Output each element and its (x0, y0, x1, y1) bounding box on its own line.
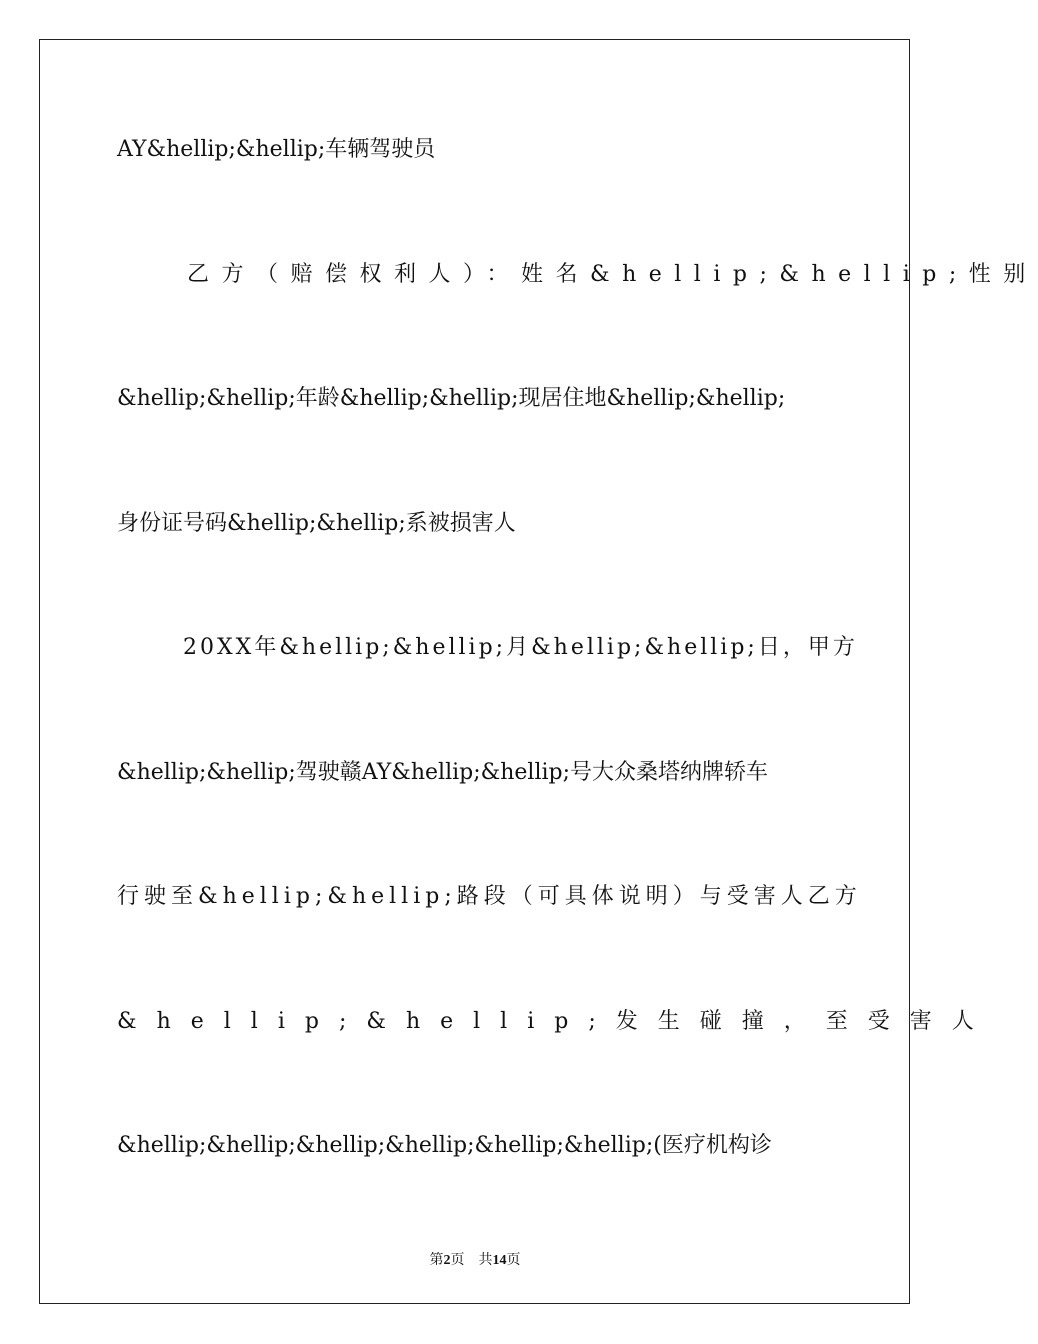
text-line-2 (187, 262, 1038, 287)
text-line-5 (183, 635, 858, 660)
page-footer (0, 1249, 950, 1269)
total-suffix: 页 (506, 1253, 521, 1268)
party-b-label: 乙方（赔偿权利人）：姓名&hellip;&hellip;性别 (187, 262, 1038, 287)
text-line-6 (117, 762, 833, 784)
text-line-1 (117, 139, 833, 161)
line-text: &hellip;&hellip;发生碰撞，至受害人 (117, 1009, 994, 1034)
text-line-9 (117, 1135, 833, 1157)
text-line-8 (117, 1009, 994, 1034)
page-total: 14 (492, 1253, 507, 1268)
date-line: 20XX年&hellip;&hellip;月&hellip;&hellip;日，甲方 (183, 635, 858, 660)
line-text: &hellip;&hellip;年龄&hellip;&hellip;现居住地&hellip;&hellip; (117, 386, 786, 411)
line-text: &hellip;&hellip;&hellip;&hellip;&hellip;&hellip;(医疗机构诊 (117, 1133, 772, 1158)
line-text: AY&hellip;&hellip;车辆驾驶员 (117, 137, 436, 162)
page-prefix: 第 (429, 1253, 444, 1268)
page-suffix: 页 (450, 1253, 465, 1268)
line-text: &hellip;&hellip;驾驶赣AY&hellip;&hellip;号大众桑塔纳牌轿车 (117, 760, 769, 785)
page-current: 2 (443, 1253, 451, 1268)
text-line-4 (117, 513, 833, 535)
text-line-3 (117, 388, 833, 410)
page-frame (39, 39, 910, 1304)
line-text: 身份证号码&hellip;&hellip;系被损害人 (117, 511, 516, 536)
text-line-7 (117, 884, 862, 909)
line-text: 行驶至&hellip;&hellip;路段（可具体说明）与受害人乙方 (117, 884, 862, 909)
total-prefix: 共 (478, 1253, 493, 1268)
